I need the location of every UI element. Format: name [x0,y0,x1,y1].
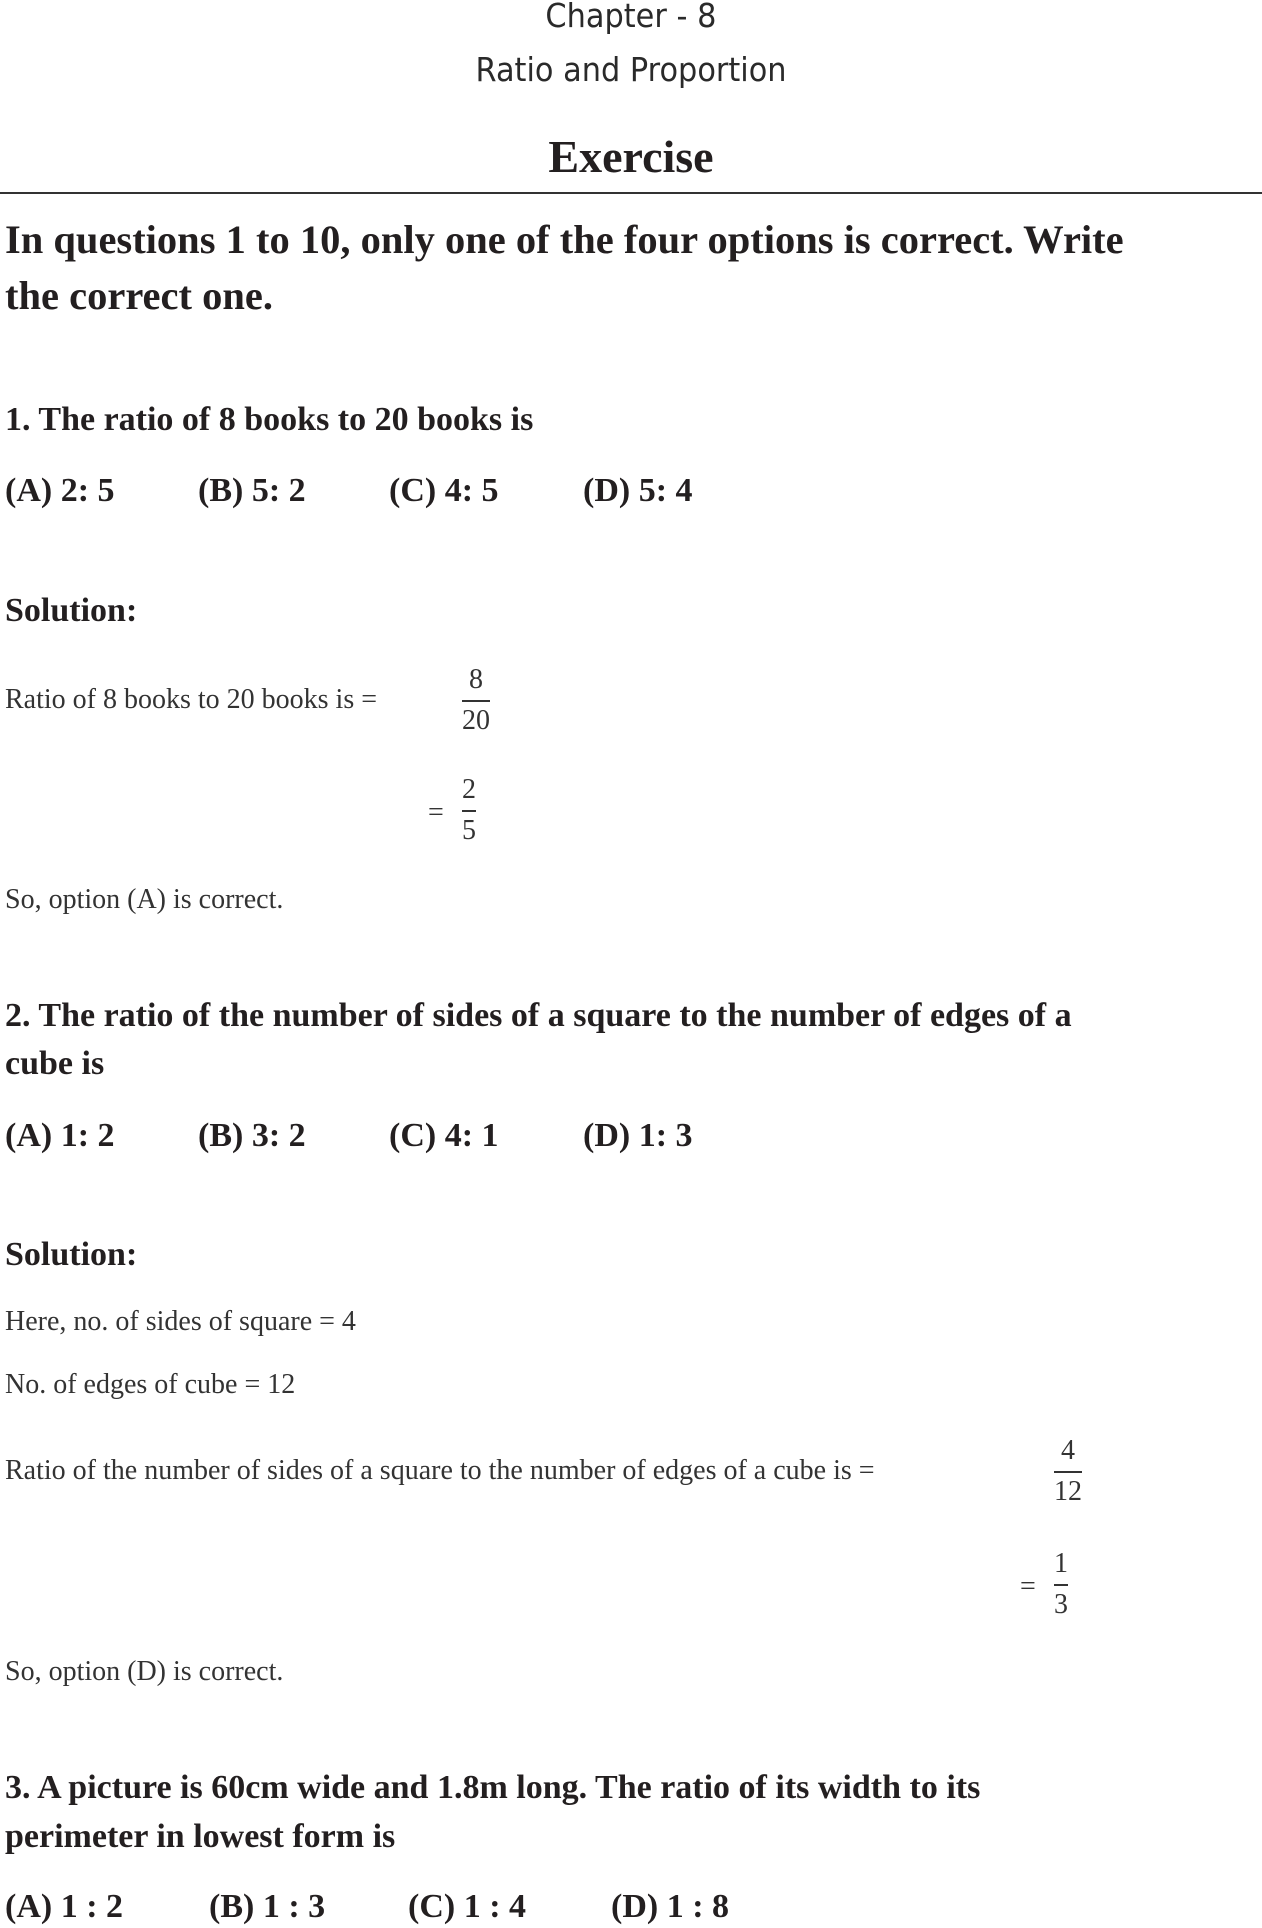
q3-option-b: (B) 1 : 3 [209,1888,326,1925]
chapter-title: Ratio and Proportion [475,50,787,89]
q2-option-c: (C) 4: 1 [389,1117,499,1154]
q2-solution-line-3: Ratio of the number of sides of a square to the number of edges of a cube is = [5,1455,875,1486]
q3-option-d: (D) 1 : 8 [611,1888,730,1925]
question-3-line-1: 3. A picture is 60cm wide and 1.8m long. The ratio of its width to its [5,1769,981,1806]
q1-fraction-2: 2 5 [462,774,476,846]
equals-sign: = [1020,1571,1036,1602]
q2-fraction-2: 1 3 [1054,1548,1068,1620]
q2-option-b: (B) 3: 2 [198,1117,306,1154]
q3-option-a: (A) 1 : 2 [5,1888,124,1925]
question-2-line-1: 2. The ratio of the number of sides of a square to the number of edges of a [5,997,1072,1034]
q2-option-d: (D) 1: 3 [583,1117,693,1154]
q1-fraction-1: 8 20 [462,664,490,736]
q1-solution-label: Solution: [5,592,138,629]
q2-solution-line-1: Here, no. of sides of square = 4 [5,1306,356,1337]
divider [0,192,1262,194]
q2-fraction-1: 4 12 [1054,1435,1082,1507]
question-2-line-2: cube is [5,1045,105,1082]
q2-option-a: (A) 1: 2 [5,1117,115,1154]
q2-conclusion: So, option (D) is correct. [5,1656,284,1687]
q1-option-d: (D) 5: 4 [583,472,693,509]
equals-sign: = [428,797,444,828]
question-3-line-2: perimeter in lowest form is [5,1818,396,1855]
q1-option-a: (A) 2: 5 [5,472,115,509]
question-1: 1. The ratio of 8 books to 20 books is [5,401,534,438]
instruction-line-2: the correct one. [5,273,273,318]
q1-option-c: (C) 4: 5 [389,472,499,509]
q1-conclusion: So, option (A) is correct. [5,884,284,915]
q1-solution-line: Ratio of 8 books to 20 books is = [5,684,378,715]
section-heading: Exercise [548,131,714,182]
q3-option-c: (C) 1 : 4 [408,1888,527,1925]
chapter-label: Chapter - 8 [545,0,717,35]
q2-solution-line-2: No. of edges of cube = 12 [5,1369,296,1400]
q2-solution-label: Solution: [5,1236,138,1273]
instruction-line-1: In questions 1 to 10, only one of the four options is correct. Write [5,217,1124,262]
q1-option-b: (B) 5: 2 [198,472,306,509]
